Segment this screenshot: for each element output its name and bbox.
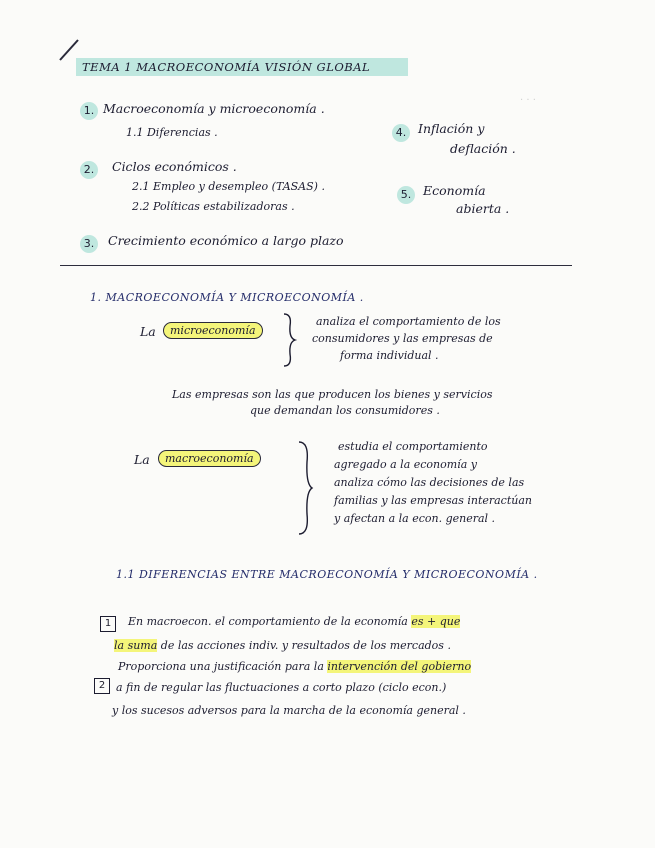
outline-number-3: 3.	[80, 235, 98, 253]
point-2-line-3: y los sucesos adversos para la marcha de la economía general .	[112, 704, 466, 717]
outline-item-4: Inflación y	[418, 121, 485, 136]
bleed-through-text: · · ·	[520, 95, 536, 106]
micro-article: La	[140, 324, 156, 339]
section-divider	[60, 265, 572, 266]
point-2-text-a: Proporciona una justificación para la	[118, 660, 328, 673]
outline-item-1: Macroeconomía y microeconomía .	[103, 101, 325, 116]
point-2-number: 2	[94, 678, 110, 694]
point-1-highlight-b: la suma	[114, 639, 158, 652]
macro-def-line-4: familias y las empresas interactúan	[334, 494, 532, 507]
micro-def-line-1: analiza el comportamiento de los	[316, 315, 501, 328]
section-1-heading: 1. MACROECONOMÍA Y MICROECONOMÍA .	[90, 291, 364, 304]
outline-item-5: Economía	[423, 183, 486, 198]
firms-statement-line-1: Las empresas son las que producen los bienes y servicios	[172, 388, 493, 401]
macro-def-line-3: analiza cómo las decisiones de las	[334, 476, 525, 489]
micro-brace	[282, 312, 298, 368]
point-1-text-b: de las acciones indiv. y resultados de los mercados .	[157, 639, 451, 652]
outline-item-2-1: 2.1 Empleo y desempleo (TASAS) .	[132, 180, 325, 193]
macro-def-line-1: estudia el comportamiento	[338, 440, 488, 453]
outline-item-3: Crecimiento económico a largo plazo	[108, 233, 344, 248]
outline-number-1: 1.	[80, 102, 98, 120]
micro-def-line-2: consumidores y las empresas de	[312, 332, 493, 345]
page-title: TEMA 1 MACROECONOMÍA VISIÓN GLOBAL	[76, 58, 408, 76]
point-1-number: 1	[100, 616, 116, 632]
macro-term-highlight: macroeconomía	[158, 450, 261, 467]
micro-term-highlight: microeconomía	[163, 322, 263, 339]
macro-article: La	[134, 452, 150, 467]
point-1-line-2	[114, 639, 451, 652]
outline-item-2-2: 2.2 Políticas estabilizadoras .	[132, 200, 295, 213]
macro-def-line-2: agregado a la economía y	[334, 458, 477, 471]
outline-item-5-line2: abierta .	[456, 201, 510, 216]
outline-item-2: Ciclos económicos .	[112, 159, 237, 174]
macro-def-line-5: y afectan a la econ. general .	[334, 512, 496, 525]
point-2-line-1	[118, 660, 471, 673]
outline-item-1-1: 1.1 Diferencias .	[126, 126, 218, 139]
point-2-highlight: intervención del gobierno	[327, 660, 472, 673]
outline-number-2: 2.	[80, 161, 98, 179]
point-1-text-a: En macroecon. el comportamiento de la economía	[128, 615, 412, 628]
section-1-1-heading: 1.1 DIFERENCIAS ENTRE MACROECONOMÍA Y MICROECONOMÍA .	[116, 568, 538, 581]
point-2-line-2: a fin de regular las fluctuaciones a corto plazo (ciclo econ.)	[116, 681, 447, 694]
macro-brace	[297, 440, 315, 536]
outline-item-4-line2: deflación .	[450, 141, 516, 156]
point-1-line-1	[128, 615, 460, 628]
point-1-highlight-a: es + que	[411, 615, 461, 628]
micro-def-line-3: forma individual .	[340, 349, 439, 362]
outline-number-5: 5.	[397, 186, 415, 204]
outline-number-4: 4.	[392, 124, 410, 142]
firms-statement-line-2: que demandan los consumidores .	[250, 404, 440, 417]
